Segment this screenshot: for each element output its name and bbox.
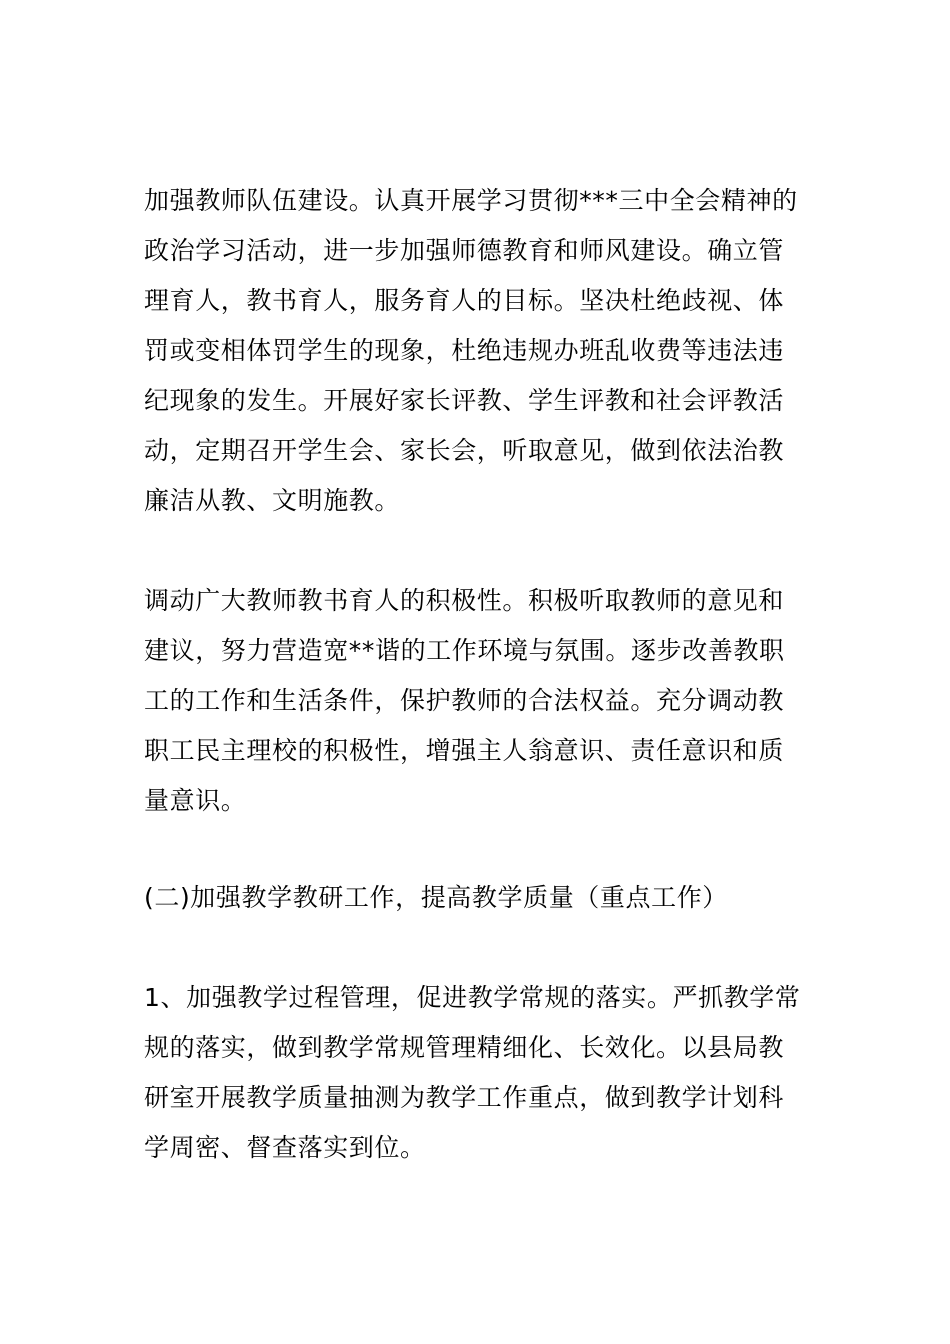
paragraph-teacher-motivation: 调动广大教师教书育人的积极性。积极听取教师的意见和 建议，努力营造宽**谐的工作环境与氛围。逐步改善教职 工的工作和生活条件，保护教师的合法权益。充分调动教 职工民主理校的积极性，增强主人翁意识、责任意识和质 量意识。	[144, 586, 785, 815]
paragraph-teacher-team: 加强教师队伍建设。认真开展学习贯彻***三中全会精神的 政治学习活动，进一步加强师德教育和师风建设。确立管 理育人，教书育人，服务育人的目标。坚决杜绝歧视、体 罚或变相体罚学生的现象，杜绝违规办班乱收费等违法违 纪现象的发生。开展好家长评教、学生评教和社会评教活 动，定期召开学生会、家长会，听取意见，做到依法治教 廉洁从教、文明施教。	[144, 186, 798, 515]
section-heading-teaching-research: (二)加强教学教研工作，提高教学质量（重点工作）	[144, 883, 728, 912]
paragraph-teaching-process: 1、加强教学过程管理，促进教学常规的落实。严抓教学常 规的落实，做到教学常规管理精细化、长效化。以县局教 研室开展教学质量抽测为教学工作重点，做到教学计划科 学周密、督查落实到位。	[144, 983, 801, 1162]
